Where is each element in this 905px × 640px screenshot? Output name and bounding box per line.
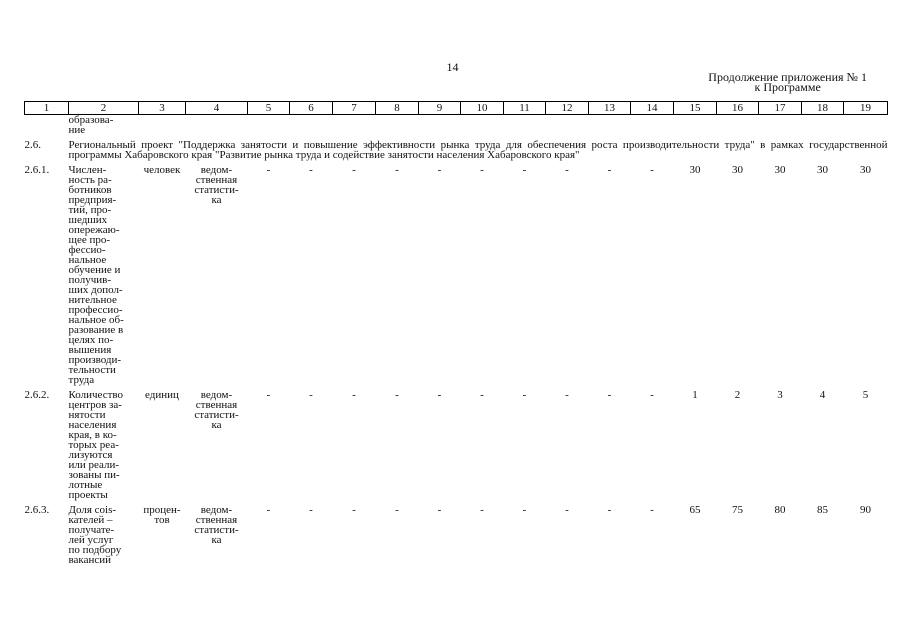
value-cell: - [522,164,527,176]
column-header-12: 12 [546,102,589,115]
row-number: 2.6.2. [24,389,50,401]
continuation-note [708,72,867,92]
column-header-1: 1 [25,102,69,115]
continuation-line-1: Продолжение приложения № 1 [708,70,867,84]
column-header-11: 11 [504,102,546,115]
value-cell: 90 [860,504,871,516]
value-cell: - [395,164,399,176]
header-row [25,102,888,115]
value-cell: - [352,389,356,401]
indicators-table [24,101,888,570]
row-number: 2.6.3. [24,504,50,516]
column-header-5: 5 [248,102,290,115]
value-cell: 30 [732,164,743,176]
value-cell: - [650,389,654,401]
value-cell: - [309,389,313,401]
value-cell: - [352,504,356,516]
value-cell: - [607,504,612,516]
value-cell: - [522,504,527,516]
section-number: 2.6. [24,139,41,151]
value-cell: - [480,504,484,516]
column-header-14: 14 [631,102,674,115]
value-cell: 30 [817,164,828,176]
value-cell: - [309,164,313,176]
page-number: 14 [446,60,459,74]
value-cell: 3 [777,389,783,401]
row-number: 2.6.1. [24,164,50,176]
value-cell: 4 [819,389,826,401]
value-cell: - [650,504,654,516]
carry-over-row [25,115,888,136]
value-cell: - [437,389,442,401]
column-header-10: 10 [461,102,504,115]
table-row [25,505,888,565]
column-header-7: 7 [333,102,376,115]
value-cell: - [266,504,271,516]
value-cell: - [266,389,271,401]
value-cell: 30 [774,164,786,176]
carry-over-text: образова- ние [68,114,114,136]
continuation-line-2: к Программе [754,80,821,94]
column-header-19: 19 [844,102,888,115]
value-cell: - [650,164,654,176]
value-cell: 65 [689,504,701,516]
indicator-name: Количество центров за- нятости населения края, в ко- торых реа- лизуются или реали- зованы пи- лотные проекты [68,389,124,501]
column-header-13: 13 [589,102,631,115]
value-cell: 85 [817,504,828,516]
value-cell: 75 [732,504,743,516]
section-title: Региональный проект "Поддержка занятости и повышение эффективности рынка труда для обеспечения роста производительности труда" в рамках государственной программы Хабаровского края "Развитие рынка труда и содействие занятости населения Хабаровского края" [68,139,888,161]
value-cell: - [395,504,399,516]
data-source: ведом- ственная статисти- ка [194,504,239,546]
column-header-8: 8 [376,102,419,115]
value-cell: - [565,164,569,176]
value-cell: - [565,389,569,401]
value-cell: - [522,389,527,401]
value-cell: 1 [692,389,698,401]
column-header-4: 4 [186,102,248,115]
column-header-15: 15 [674,102,717,115]
value-cell: - [565,504,569,516]
indicator-name: Числен- ность ра- ботников предприя- тий, про- шедших опережаю- щее про- фессио- нальное обучение и получив- ших допол- нительное профессио- нальное об- разование в целях по- вышения производи- тельности труда [68,164,124,386]
value-cell: - [309,504,313,516]
value-cell: - [352,164,356,176]
value-cell: - [480,164,484,176]
section-row [25,140,888,160]
table-row [25,390,888,500]
data-source: ведом- ственная статисти- ка [194,389,239,431]
value-cell: 5 [862,389,869,401]
value-cell: - [607,164,612,176]
value-cell: - [437,164,442,176]
column-header-18: 18 [802,102,844,115]
column-header-9: 9 [419,102,461,115]
indicator-name: Доля сois- кателей – получате- лей услуг по подбору вакансий [68,504,122,566]
value-cell: - [437,504,442,516]
unit-of-measure: человек [143,164,181,176]
table-row [25,165,888,385]
column-header-2: 2 [69,102,139,115]
data-source: ведом- ственная статисти- ка [194,164,239,206]
unit-of-measure: единиц [145,389,179,401]
value-cell: - [480,389,484,401]
column-header-16: 16 [717,102,759,115]
column-header-17: 17 [759,102,802,115]
value-cell: 80 [774,504,786,516]
value-cell: 30 [689,164,701,176]
value-cell: - [607,389,612,401]
value-cell: - [266,164,271,176]
column-header-6: 6 [290,102,333,115]
value-cell: - [395,389,399,401]
value-cell: 30 [860,164,871,176]
unit-of-measure: процен- тов [143,504,181,526]
column-header-3: 3 [139,102,186,115]
value-cell: 2 [734,389,741,401]
